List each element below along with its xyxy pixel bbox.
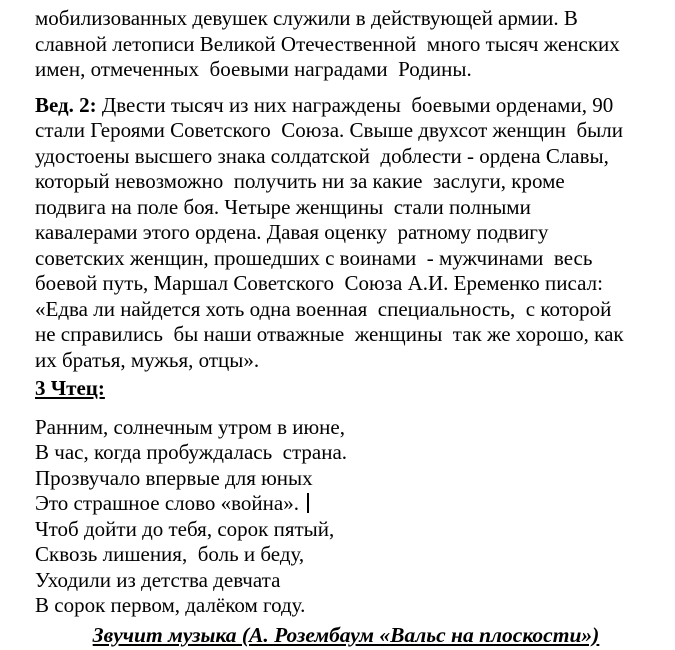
paragraph-1-line-1[interactable]: мобилизованных девушек служили в действующей армии. В — [35, 6, 578, 30]
paragraph-2-line-3[interactable]: удостоены высшего знака солдатской доблести - ордена Славы, — [35, 143, 609, 168]
paragraph-2-line-5[interactable]: подвига на поле боя. Четыре женщины стали полными — [35, 194, 531, 219]
paragraph-2-line-7[interactable]: советских женщин, прошедших с воинами - мужчинами весь — [35, 245, 593, 270]
paragraph-2-line-1[interactable]: Вед. 2: Двести тысяч из них награждены боевыми орденами, 90 — [35, 92, 614, 117]
text-cursor — [307, 493, 309, 513]
poem — [35, 415, 657, 619]
poem-line-8[interactable]: В сорок первом, далёком году. — [35, 593, 306, 617]
poem-line-5[interactable]: Чтоб дойти до тебя, сорок пятый, — [35, 516, 335, 541]
poem-line-7[interactable]: Уходили из детства девчата — [35, 567, 281, 592]
paragraph-2 — [35, 93, 657, 374]
paragraph-2-line-4[interactable]: который невозможно получить ни за какие заслуги, кроме — [35, 169, 565, 193]
poem-line-6[interactable]: Сквозь лишения, боль и беду, — [35, 542, 305, 566]
heading-reader-3-text[interactable]: 3 Чтец: — [35, 376, 105, 400]
paragraph-1-line-3[interactable]: имен, отмеченных боевыми наградами Родины. — [35, 57, 472, 81]
heading-reader-3 — [35, 376, 657, 402]
paragraph-2-line-10[interactable]: не справились бы наши отважные женщины так же хорошо, как — [35, 322, 624, 346]
paragraph-2-line-6[interactable]: кавалерами этого ордена. Давая оценку ратному подвигу — [35, 220, 549, 244]
poem-line-4[interactable]: Это страшное слово «война». — [35, 491, 657, 517]
paragraph-2-line-11[interactable]: их братья, мужья, отцы». — [35, 347, 260, 372]
paragraph-2-line-2[interactable]: стали Героями Советского Союза. Свыше двухсот женщин были — [35, 118, 624, 142]
paragraph-2-line-8[interactable]: боевой путь, Маршал Советского Союза А.И. Еременко писал: — [35, 271, 603, 295]
music-cue — [35, 623, 657, 649]
poem-line-1[interactable]: Ранним, солнечным утром в июне, — [35, 414, 345, 439]
poem-line-3[interactable]: Прозвучало впервые для юных — [35, 465, 313, 490]
paragraph-1 — [35, 6, 657, 83]
speaker-label[interactable]: Вед. 2: — [35, 92, 97, 117]
poem-line-2[interactable]: В час, когда пробуждалась страна. — [35, 440, 348, 464]
paragraph-2-line-9[interactable]: «Едва ли найдется хоть одна военная специальность, с которой — [35, 296, 612, 321]
music-cue-text[interactable]: Звучит музыка (А. Розембаум «Вальс на плоскости») — [92, 622, 600, 647]
paragraph-1-line-2[interactable]: славной летописи Великой Отечественной много тысяч женских — [35, 31, 620, 56]
